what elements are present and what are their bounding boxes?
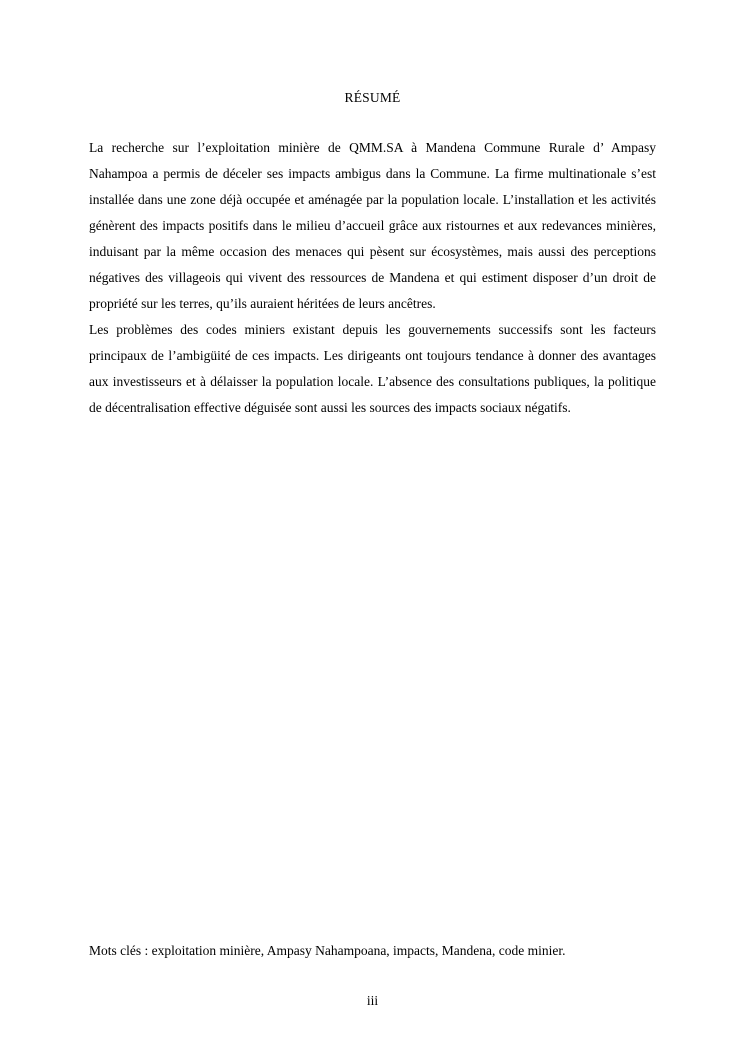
abstract-paragraph-2: Les problèmes des codes miniers existant depuis les gouvernements successifs sont les facteurs principaux de l’ambigüité de ces impacts. Les dirigeants ont toujours tendance à donner des avantages aux investisseurs et à délaisser la population locale. L’absence des consultations publiques, la politique de décentralisation effective déguisée sont aussi les sources des impacts sociaux négatifs. <box>89 322 656 415</box>
keywords-line: Mots clés : exploitation minière, Ampasy Nahampoana, impacts, Mandena, code minier. <box>89 943 566 958</box>
page-number: iii <box>366 993 379 1008</box>
abstract-body <box>89 135 656 421</box>
abstract-paragraph-1: La recherche sur l’exploitation minière de QMM.SA à Mandena Commune Rurale d’ Ampasy Nahampoa a permis de déceler ses impacts ambigus dans la Commune. La firme multinationale s’est installée dans une zone déjà occupée et aménagée par la population locale. L’installation et les activités génèrent des impacts positifs dans le milieu d’accueil grâce aux ristournes et aux redevances minières, induisant par la même occasion des menaces qui pèsent sur écosystèmes, mais aussi des perceptions négatives des villageois qui vivent des ressources de Mandena et qui estiment disposer d’un droit de propriété sur les terres, qu’ils auraient héritées de leurs ancêtres. <box>89 140 656 311</box>
page-title: RÉSUMÉ <box>344 90 401 105</box>
